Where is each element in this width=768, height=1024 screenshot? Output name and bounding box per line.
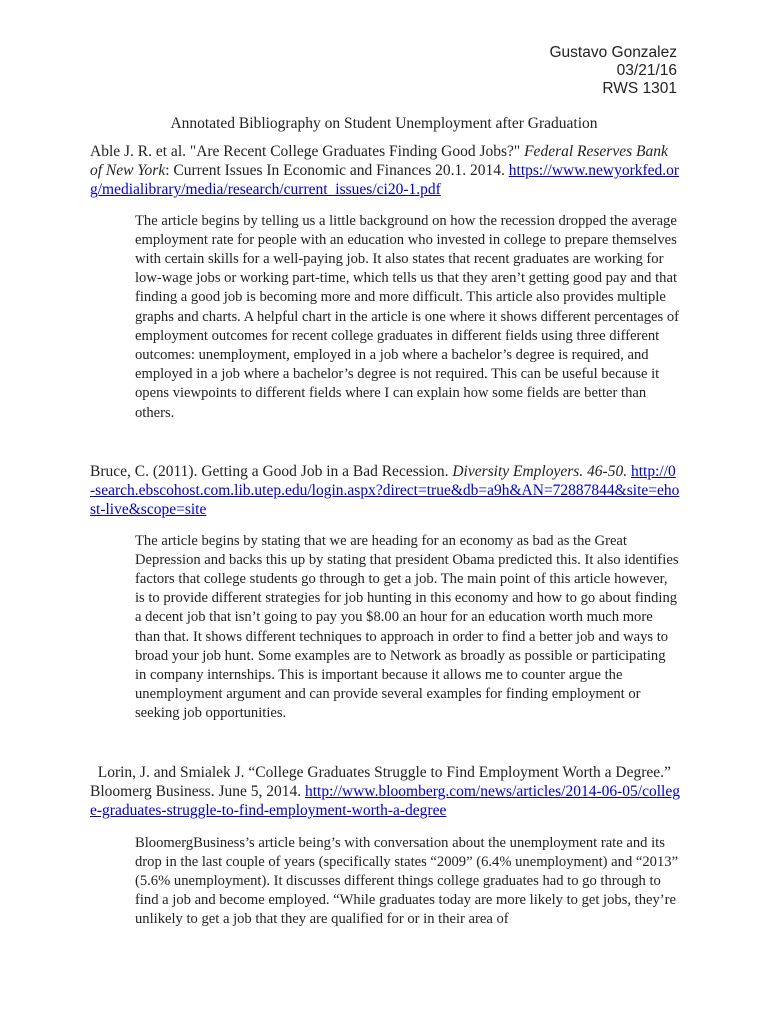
entry-citation bbox=[90, 763, 680, 821]
entry-annotation: The article begins by telling us a little background on how the recession dropped the average employment rate for people with an education who invested in college to prepare themselves with certain skills for a well-paying job. It also states that recent graduates are working for low-wage jobs or working part-time, which tells us that they aren’t getting good pay and that finding a good job is becoming more and more difficult. This article also provides multiple graphs and charts. A helpful chart in the article is one where it shows different percentages of employment outcomes for recent college graduates in different fields using three different outcomes: unemployment, employed in a job where a bachelor’s degree is required, and employed in a job where a bachelor’s degree is not required. This can be useful because it opens viewpoints to different fields where I can explain how some fields are better than others. bbox=[135, 212, 679, 421]
document-date: 03/21/16 bbox=[616, 62, 677, 79]
author-name: Gustavo Gonzalez bbox=[549, 44, 677, 61]
bibliography-entry bbox=[90, 763, 680, 930]
bibliography-entry bbox=[90, 142, 680, 423]
citation-text: Able J. R. et al. "Are Recent College Graduates Finding Good Jobs?" bbox=[90, 143, 525, 160]
entry-citation bbox=[90, 462, 680, 520]
bibliography-entry bbox=[90, 462, 680, 724]
journal-title: Diversity Employers. 46-50. bbox=[452, 463, 628, 480]
journal-title: Federal Reserves Bank of New York bbox=[90, 143, 668, 180]
entry-annotation: BloomergBusiness’s article being’s with conversation about the unemployment rate and its drop in the last couple of years (specifically states “2009” (6.4% unemployment) and “2013” (5.6% unemployment). It discusses different things college graduates had to go through to find a job and become employed. “While graduates today are more likely to get jobs, they’re unlikely to get a job that they are qualified for or in their area of bbox=[135, 834, 679, 928]
citation-text: Bruce, C. (2011). Getting a Good Job in a Bad Recession. bbox=[90, 463, 453, 480]
citation-link[interactable]: http://0-search.ebscohost.com.lib.utep.edu/login.aspx?direct=true&db=a9h&AN=72887844&site=ehost-live&scope=site bbox=[90, 463, 680, 519]
course-code: RWS 1301 bbox=[602, 80, 677, 97]
citation-link[interactable]: https://www.newyorkfed.org/medialibrary/media/research/current_issues/ci20-1.pdf bbox=[90, 162, 680, 199]
citation-tail: : Current Issues In Economic and Finances 20.1. 2014. bbox=[165, 162, 509, 180]
citation-text: Lorin, J. and Smialek J. “College Graduates Struggle to Find Employment Worth a Degree.” Bloomerg Business. June 5, 2014. bbox=[90, 764, 675, 801]
page-title: Annotated Bibliography on Student Unemployment after Graduation bbox=[170, 115, 598, 132]
entry-annotation: The article begins by stating that we are heading for an economy as bad as the Great Depression and backs this up by stating that president Obama predicted this. It also identifies factors that college students go through to get a job. The main point of this article however, is to provide different strategies for job hunting in this economy and how to go about finding a decent job that isn’t going to pay you $8.00 an hour for an education worth much more than that. It shows different techniques to approach in order to find a better job and ways to broad your job hunt. Some examples are to Network as broadly as possible or participating in company internships. This is important because it allows me to counter argue the unemployment argument and can provide several examples for finding employment or seeking job opportunities. bbox=[135, 532, 679, 722]
entry-citation bbox=[90, 142, 680, 200]
citation-link[interactable]: http://www.bloomberg.com/news/articles/2014-06-05/college-graduates-struggle-to-find-employment-worth-a-degree bbox=[90, 783, 680, 820]
document-header bbox=[549, 44, 677, 98]
